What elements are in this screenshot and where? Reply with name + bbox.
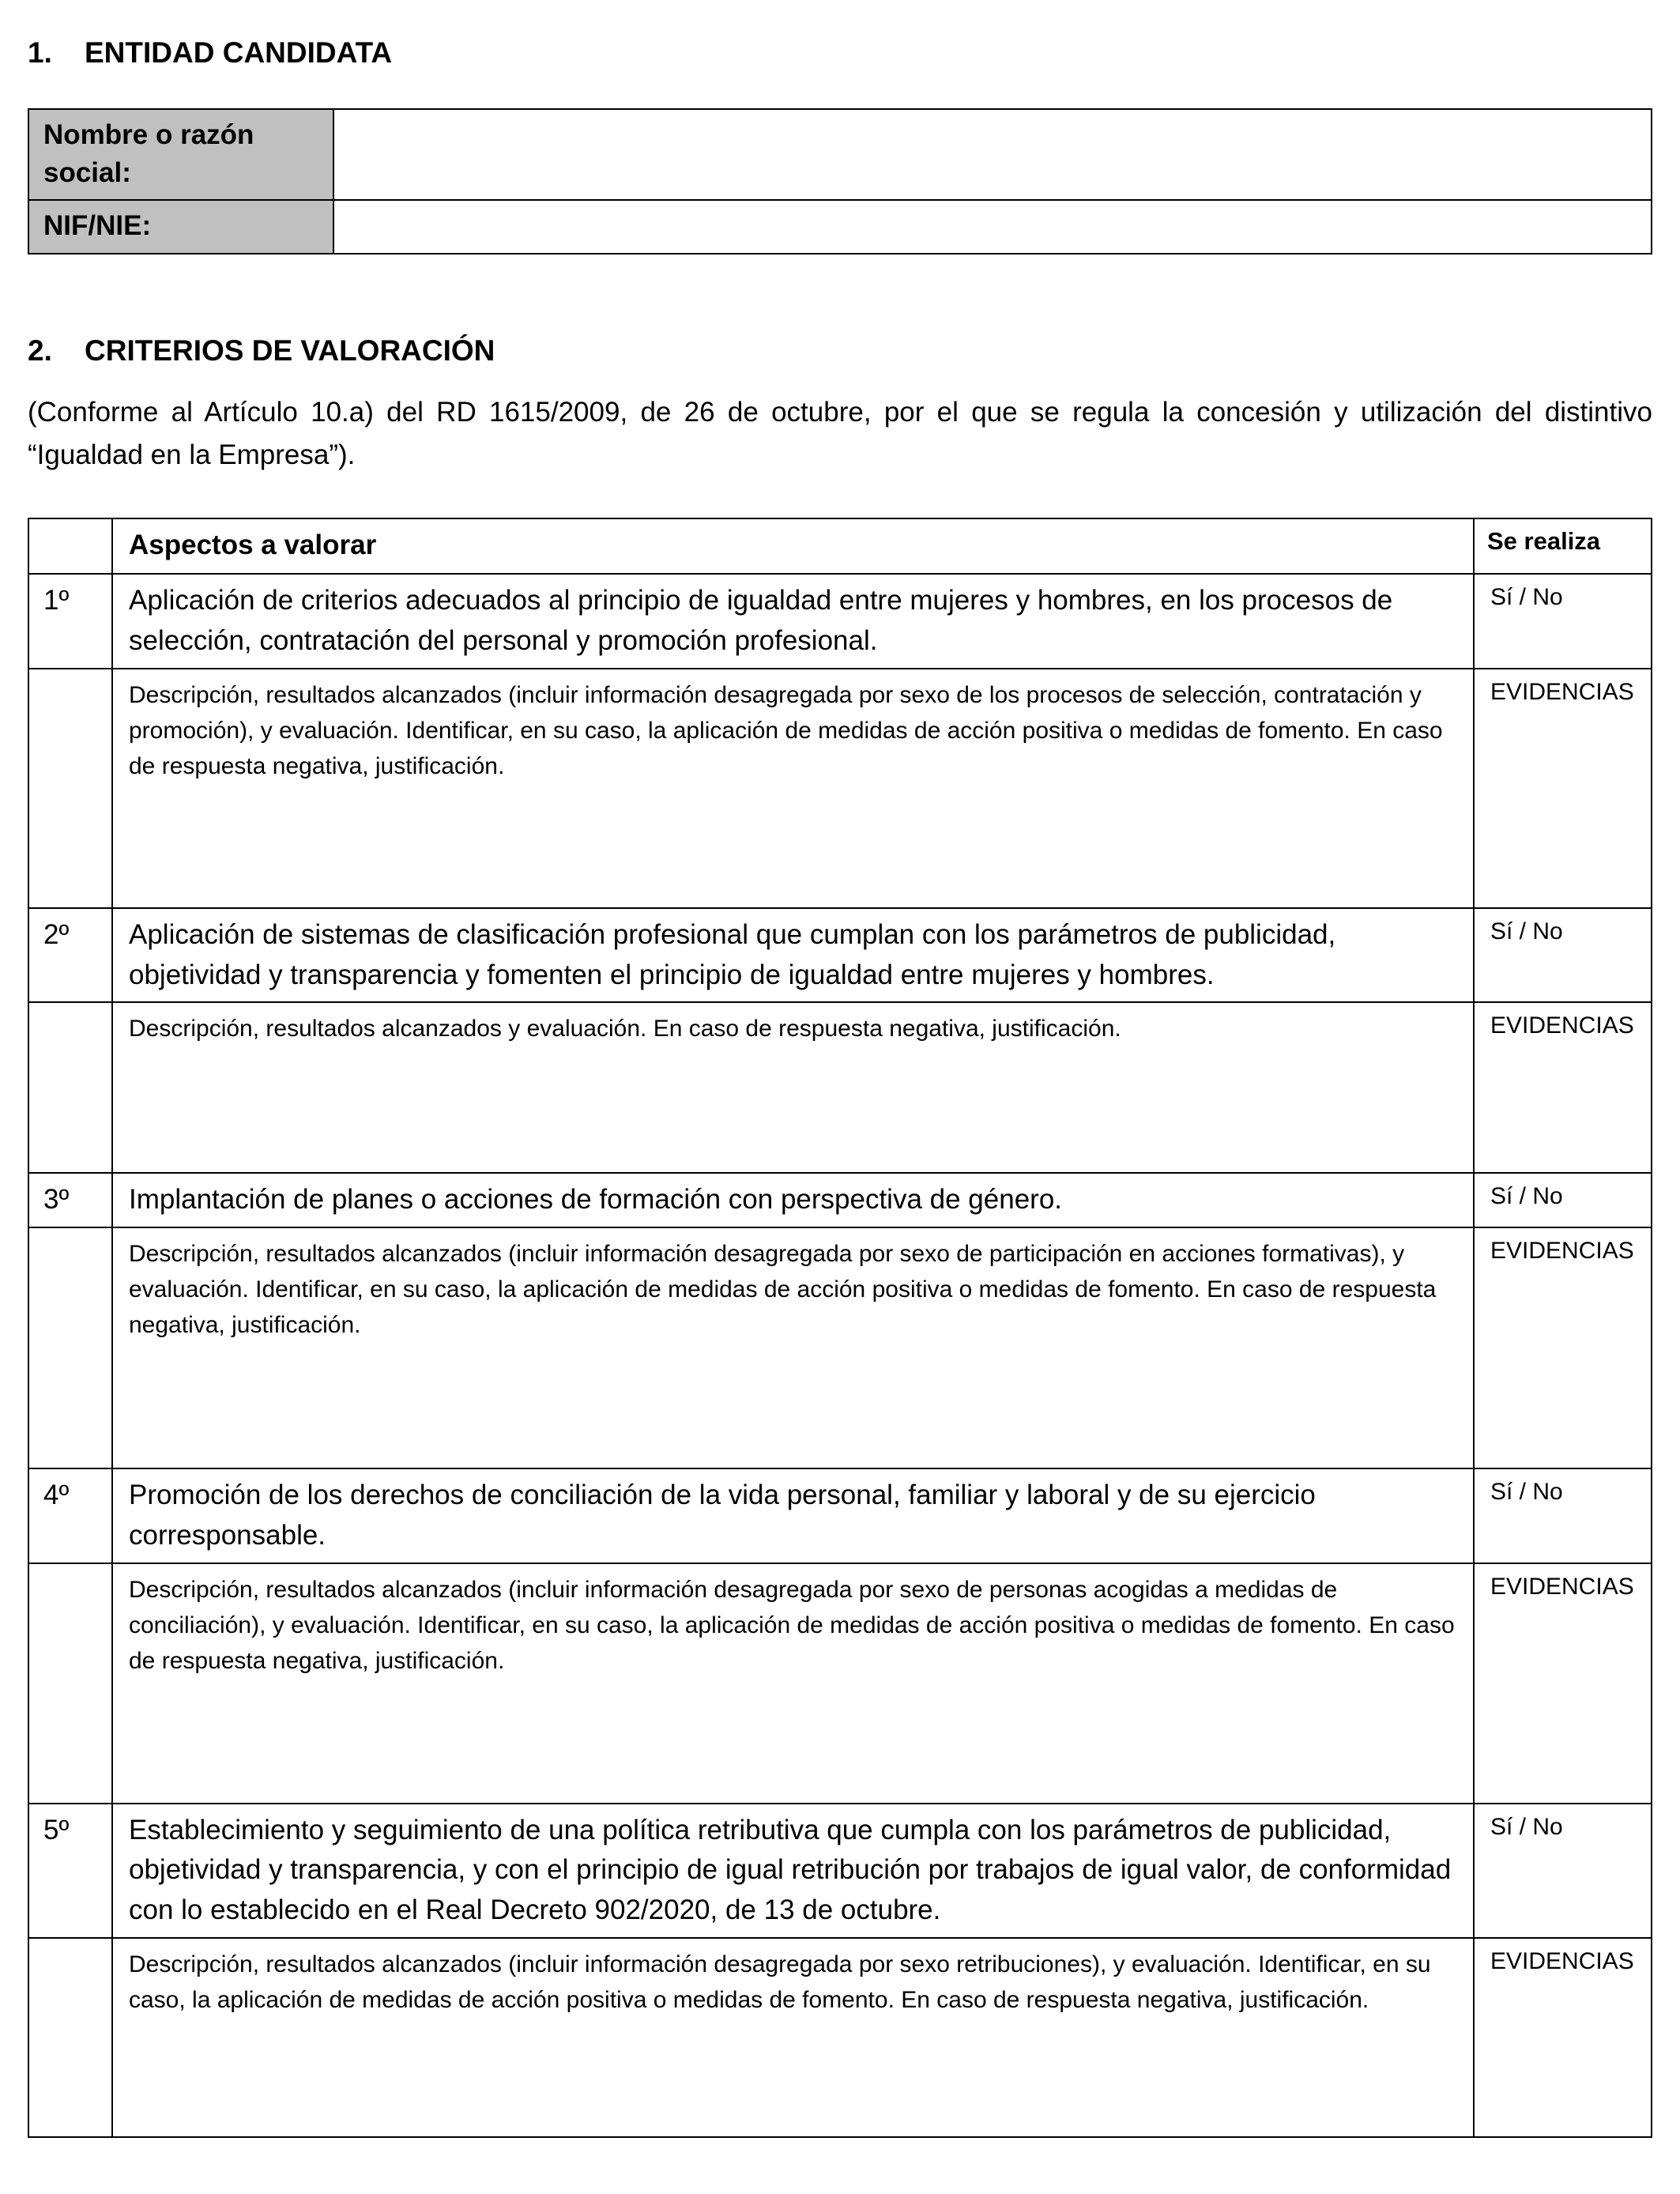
section-1-number: 1. — [28, 36, 52, 69]
criteria-table — [28, 518, 1652, 2138]
entity-row-nif — [28, 200, 1652, 254]
criterion-description-row — [28, 1563, 1652, 1804]
section-1-heading — [28, 36, 1652, 70]
name-field[interactable] — [333, 109, 1652, 200]
evidencias-field[interactable]: EVIDENCIAS — [1474, 1227, 1652, 1468]
nif-label: NIF/NIE: — [28, 200, 333, 254]
criterion-description[interactable]: Descripción, resultados alcanzados (incluir información desagregada por sexo de los procesos de selección, contratación y promoción), y evaluación. Identificar, en su caso, la aplicación de medidas de acción positiva o medidas de fomento. En caso de respuesta negativa, justificación. — [112, 669, 1474, 908]
criterion-number: 5º — [28, 1804, 112, 1938]
si-no-field[interactable]: Sí / No — [1474, 908, 1652, 1003]
si-no-field[interactable]: Sí / No — [1474, 1804, 1652, 1938]
criterion-aspect: Promoción de los derechos de conciliación de la vida personal, familiar y laboral y de su ejercicio corresponsable. — [112, 1468, 1474, 1563]
criterion-description-row — [28, 1938, 1652, 2137]
criterion-number: 2º — [28, 908, 112, 1003]
evidencias-field[interactable]: EVIDENCIAS — [1474, 1563, 1652, 1804]
nif-field[interactable] — [333, 200, 1652, 254]
criterion-blank-cell — [28, 1227, 112, 1468]
evidencias-field[interactable]: EVIDENCIAS — [1474, 1938, 1652, 2137]
criterion-row — [28, 1468, 1652, 1563]
criterion-description[interactable]: Descripción, resultados alcanzados y evaluación. En caso de respuesta negativa, justificación. — [112, 1002, 1474, 1173]
criterion-blank-cell — [28, 669, 112, 908]
criterion-aspect: Establecimiento y seguimiento de una política retributiva que cumpla con los parámetros de publicidad, objetividad y transparencia, y con el principio de igual retribución por trabajos de igual valor, de conformidad con lo establecido en el Real Decreto 902/2020, de 13 de octubre. — [112, 1804, 1474, 1938]
criterion-aspect: Implantación de planes o acciones de formación con perspectiva de género. — [112, 1173, 1474, 1227]
evidencias-field[interactable]: EVIDENCIAS — [1474, 1002, 1652, 1173]
criterion-aspect: Aplicación de criterios adecuados al principio de igualdad entre mujeres y hombres, en los procesos de selección, contratación del personal y promoción profesional. — [112, 574, 1474, 669]
criteria-header-row — [28, 518, 1652, 574]
criterion-number: 3º — [28, 1173, 112, 1227]
section-2-heading — [28, 334, 1652, 368]
header-aspects: Aspectos a valorar — [112, 518, 1474, 574]
section-2-intro: (Conforme al Artículo 10.a) del RD 1615/2009, de 26 de octubre, por el que se regula la concesión y utilización del distintivo “Igualdad en la Empresa”). — [28, 396, 1652, 471]
document-page — [28, 32, 1652, 2138]
section-2-title: CRITERIOS DE VALORACIÓN — [85, 334, 495, 368]
criterion-row — [28, 908, 1652, 1003]
si-no-field[interactable]: Sí / No — [1474, 1173, 1652, 1227]
header-se-realiza: Se realiza — [1474, 518, 1652, 574]
criterion-blank-cell — [28, 1563, 112, 1804]
entity-table — [28, 108, 1652, 254]
criterion-blank-cell — [28, 1938, 112, 2137]
criterion-description-row — [28, 1002, 1652, 1173]
criterion-blank-cell — [28, 1002, 112, 1173]
criterion-description[interactable]: Descripción, resultados alcanzados (incluir información desagregada por sexo retribuciones), y evaluación. Identificar, en su caso, la aplicación de medidas de acción positiva o medidas de fomento. En caso de respuesta negativa, justificación. — [112, 1938, 1474, 2137]
header-num-cell — [28, 518, 112, 574]
si-no-field[interactable]: Sí / No — [1474, 1468, 1652, 1563]
section-1-title: ENTIDAD CANDIDATA — [85, 36, 393, 69]
criterion-description-row — [28, 1227, 1652, 1468]
entity-row-name — [28, 109, 1652, 200]
section-2-number: 2. — [28, 334, 52, 368]
name-label: Nombre o razón social: — [28, 109, 333, 200]
criterion-description[interactable]: Descripción, resultados alcanzados (incluir información desagregada por sexo de participación en acciones formativas), y evaluación. Identificar, en su caso, la aplicación de medidas de acción positiva o medidas de fomento. En caso de respuesta negativa, justificación. — [112, 1227, 1474, 1468]
evidencias-field[interactable]: EVIDENCIAS — [1474, 669, 1652, 908]
criterion-row — [28, 574, 1652, 669]
criterion-aspect: Aplicación de sistemas de clasificación profesional que cumplan con los parámetros de publicidad, objetividad y transparencia y fomenten el principio de igualdad entre mujeres y hombres. — [112, 908, 1474, 1003]
criterion-row — [28, 1173, 1652, 1227]
si-no-field[interactable]: Sí / No — [1474, 574, 1652, 669]
criterion-number: 4º — [28, 1468, 112, 1563]
criterion-description-row — [28, 669, 1652, 908]
criterion-description[interactable]: Descripción, resultados alcanzados (incluir información desagregada por sexo de personas acogidas a medidas de conciliación), y evaluación. Identificar, en su caso, la aplicación de medidas de acción positiva o medidas de fomento. En caso de respuesta negativa, justificación. — [112, 1563, 1474, 1804]
criterion-row — [28, 1804, 1652, 1938]
criterion-number: 1º — [28, 574, 112, 669]
